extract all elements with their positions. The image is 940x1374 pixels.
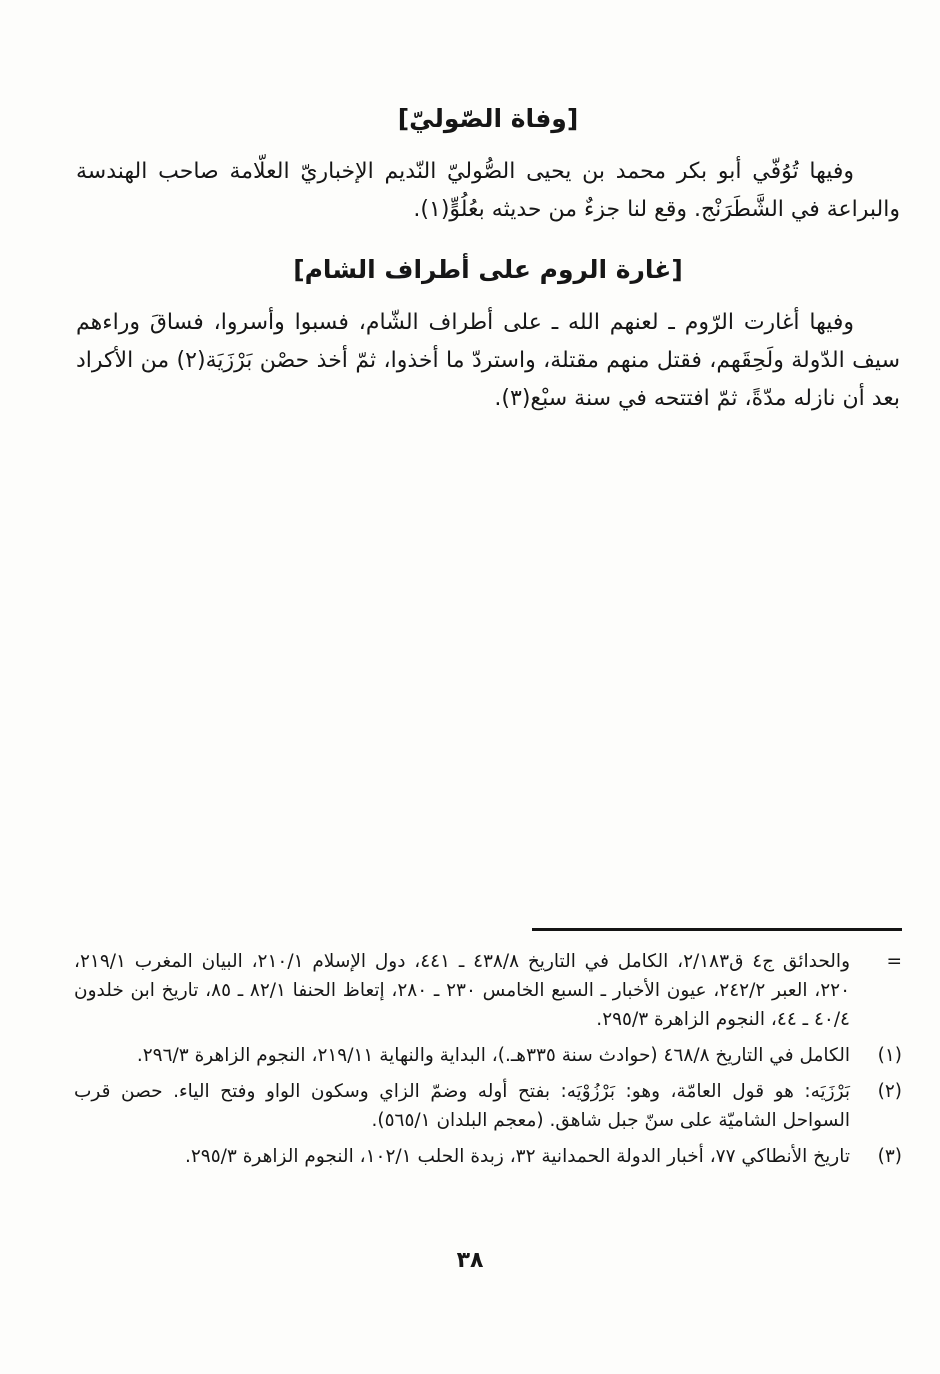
page-content [76,104,900,418]
section-heading-suli-death: [وفاة الصّوليّ] [397,104,579,133]
footnote-separator-rule [532,928,902,931]
page-number: ٣٨ [456,1248,484,1273]
section-heading-rum-raid: [غارة الروم على أطراف الشام] [293,255,683,284]
footnote-marker: (٢) [877,1081,902,1102]
section-body-rum-raid: وفيها أغارت الرّوم ـ لعنهم الله ـ على أطراف الشّام، فسبوا وأسروا، فساقَ وراءهم سيف الدّولة ولَحِقَهم، فقتل منهم مقتلة، واستردّ ما أخذوا، ثمّ أخذ حصْن بَرْزَيَة(٢) من الأكراد بعد أن نازله مدّةً، ثمّ افتتحه في سنة سبْع(٣). [76,310,901,411]
footnote-text: الكامل في التاريخ ٤٦٨/٨ (حوادث سنة ٣٣٥هـ.)، البداية والنهاية ٢١٩/١١، النجوم الزاهرة ٢٩٦/٣. [136,1045,850,1066]
footnotes-area [74,928,902,1178]
footnote-1 [74,1041,902,1070]
footnote-text: بَرْزَيَه: هو قول العامّة، وهو: بَرْزُوْيَه: بفتح أوله وضمّ الزاي وسكون الواو وفتح الياء. حصن قرب السواحل الشاميّة على سنّ جبل شاهق. (معجم البلدان ٥٦٥/١). [74,1081,850,1131]
footnote-continuation [74,947,902,1034]
footnote-marker: (١) [877,1045,902,1066]
footnote-text: والحدائق ج٤ ق٢/١٨٣، الكامل في التاريخ ٤٣٨/٨ ـ ٤٤١، دول الإسلام ٢١٠/١، البيان المغرب ٢١٩/١، ٢٢٠، العبر ٢٤٢/٢، عيون الأخبار ـ السبع الخامس ٢٣٠ ـ ٢٨٠، إتعاظ الحنفا ٨٢/١ ـ ٨٥، تاريخ ابن خلدون ٤٠/٤ ـ ٤٤، النجوم الزاهرة ٢٩٥/٣. [74,951,851,1030]
footnote-3 [74,1142,902,1171]
footnote-text: تاريخ الأنطاكي ٧٧، أخبار الدولة الحمدانية ٣٢، زبدة الحلب ١٠٢/١، النجوم الزاهرة ٢٩٥/٣. [184,1146,850,1167]
footnote-marker: = [886,951,902,972]
footnote-2 [74,1077,902,1135]
footnote-marker: (٣) [877,1146,902,1167]
section-body-suli-death: وفيها تُوُفّي أبو بكر محمد بن يحيى الصُّوليّ النّديم الإخباريّ العلّامة صاحب الهندسة والبراعة في الشَّطَرَنْج. وقع لنا جزءٌ من حديثه بعُلُوٍّ(١). [76,159,900,222]
